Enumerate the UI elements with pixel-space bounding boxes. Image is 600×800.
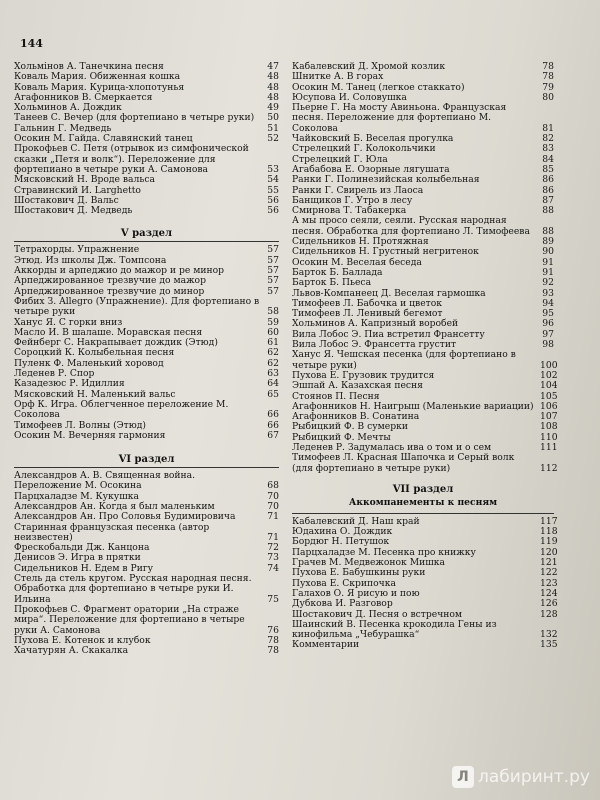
toc-entry-title: Осокин М. Вечерняя гармония [14, 429, 166, 441]
toc-entry-title: Старинная французская песенка (автор неизвестен) [14, 521, 210, 543]
toc-entry-page: 107 [540, 411, 558, 423]
toc-entry-title: Парцхаладзе М. Песенка про книжку [292, 546, 476, 558]
toc-entry-title: Стравинский И. Larghetto [14, 184, 141, 196]
toc-entry-page: 74 [267, 562, 279, 574]
toc-entry-title: Бордюг Н. Петушок [292, 536, 390, 548]
toc-entry-page: 62 [267, 357, 279, 369]
toc-entry-title: Хануc Я. Чешская песенка (для фортепиано в четыре руки) [292, 349, 516, 371]
toc-entry-title: Стоянов П. Песня [292, 390, 380, 402]
toc-entry-title: Грачев М. Медвежонок Мишка [292, 557, 445, 569]
toc-entry-title: Прокофьев С. Петя (отрывок из симфонической сказки „Петя и волк“). Переложение для фортепиано в четыре руки А. Самонова [14, 143, 249, 175]
toc-entry-title: Пьерне Г. На мосту Авиньона. Французская песня. Переложение для фортепиано М. Соколова [292, 102, 507, 134]
toc-entry-title: Рыбицкий Ф. В сумерки [292, 421, 408, 433]
toc-entry-title: Галахов О. Я рисую и пою [292, 587, 420, 599]
toc-entry-page: 78 [542, 61, 554, 72]
toc-entry-page: 102 [540, 369, 558, 381]
toc-entry-page: 88 [542, 205, 554, 217]
toc-entry-page: 49 [267, 102, 279, 114]
toc-entry-page: 132 [540, 629, 558, 641]
toc-entry-page: 75 [267, 593, 279, 605]
toc-entry-title: А мы просо сеяли, сеяли. Русская народная песня. Обработка для фортепиано Л. Тимофеева [292, 215, 530, 237]
toc-entry-page: 70 [267, 500, 279, 512]
page-number: 144 [20, 37, 43, 50]
toc-entry-title: Леденев Р. Спор [14, 368, 95, 380]
toc-entry [14, 646, 279, 656]
toc-entry-page: 71 [267, 511, 279, 523]
toc-entry-title: Гальнин Г. Медведь [14, 122, 112, 134]
toc-entry-title: Тимофеев Л. Ленивый бегемот [292, 308, 443, 320]
toc-entry-page: 83 [542, 143, 554, 155]
toc-entry [14, 144, 279, 175]
toc-entry-title: Стрелецкий Г. Колокольчики [292, 143, 436, 155]
toc-entry-title: Хольминов А. Капризный воробей [292, 318, 459, 330]
toc-entry-page: 67 [267, 429, 279, 441]
toc-entry [14, 206, 279, 216]
toc-entry-title: Масло И. В шалаше. Моравская песня [14, 326, 203, 338]
toc-entry-page: 82 [542, 133, 554, 145]
toc-entry-page: 57 [267, 265, 279, 277]
toc-entry-page: 86 [542, 174, 554, 186]
toc-entry-page: 117 [540, 515, 558, 527]
toc-entry-title: Парцхаладзе М. Кукушка [14, 490, 139, 502]
toc-entry-page: 57 [267, 285, 279, 297]
toc-entry [14, 297, 279, 318]
toc-entry-title: Казадезюс Р. Идиллия [14, 378, 125, 390]
toc-entry-title: Стель да стель кругом. Русская народная песня. Обработка для фортепиано в четыре руки И. Ильина [14, 573, 252, 605]
toc-entry-page: 62 [267, 347, 279, 359]
toc-entry-title: Львов-Компанеец Д. Веселая гармошка [292, 287, 486, 299]
toc-entry [14, 471, 279, 492]
toc-entry-page: 78 [267, 634, 279, 646]
toc-entry-title: Вила Лобос Э. Пиа встретил Франсетту [292, 328, 485, 340]
toc-entry-page: 122 [540, 567, 558, 579]
toc-entry-title: Пухова Е. Бабушкины руки [292, 567, 426, 579]
toc-entry-title: Комментарии [292, 639, 360, 651]
toc-entry-page: 94 [542, 297, 554, 309]
toc-entry-page: 48 [267, 81, 279, 93]
toc-entry-page: 71 [267, 531, 279, 543]
toc-entry-page: 91 [542, 266, 554, 278]
toc-entry [292, 639, 558, 651]
toc-entry-title: Агафонников Н. Наигрыш (Маленькие вариации) [292, 400, 534, 412]
toc-entry-page: 47 [267, 61, 279, 72]
toc-section-v [14, 245, 279, 441]
toc-entry-title: Тетрахорды. Упражнение [14, 244, 140, 256]
toc-entry-page: 91 [542, 256, 554, 268]
toc-entry-title: Тимофеев Л. Бабочка и цветок [292, 297, 443, 309]
toc-entry-title: Стрелецкий Г. Юла [292, 153, 388, 165]
toc-entry-title: Чайковский Б. Веселая прогулка [292, 133, 454, 145]
labirint-logo-icon: Л [452, 766, 474, 788]
toc-entry-page: 112 [540, 462, 558, 474]
toc-entry-page: 80 [542, 91, 554, 103]
toc-entry-page: 56 [267, 194, 279, 206]
toc-entry-title: Дубкова И. Разговор [292, 598, 393, 610]
toc-entry-title: Пухова Е. Грузовик трудится [292, 369, 435, 381]
toc-entry-title: Александров Ан. Про Соловья Будимировича [14, 511, 236, 523]
toc-entry-title: Вила Лобос Э. Франсетта грустит [292, 339, 457, 351]
toc-entry-title: Леденев Р. Задумалась ива о том и о сем [292, 441, 492, 453]
toc-entry-page: 124 [540, 587, 558, 599]
toc-entry-title: Барток Б. Баллада [292, 266, 383, 278]
toc-entry [292, 452, 558, 474]
toc-entry [292, 278, 554, 288]
toc-entry-title: Тимофеев Л. Красная Шапочка и Серый волк (для фортепиано в четыре руки) [292, 452, 515, 474]
toc-entry-title: Кабалевский Д. Наш край [292, 515, 420, 527]
toc-entry-title: Мясковский Н. Вроде вальса [14, 174, 155, 186]
toc-entry-title: Пухова Е. Скрипочка [292, 577, 396, 589]
toc-entry-title: Коваль Мария. Обиженная кошка [14, 71, 181, 83]
toc-entry-title: Шнитке А. В горах [292, 71, 384, 83]
toc-entry-title: Мясковский Н. Маленький вальс [14, 388, 176, 400]
toc-entry-title: Арпеджированное трезвучие до минор [14, 285, 205, 297]
toc-section-vi-continued [292, 61, 558, 474]
toc-entry-title: Смирнова Т. Табакерка [292, 205, 407, 217]
toc-entry-page: 119 [540, 536, 558, 548]
toc-entry-page: 76 [267, 624, 279, 636]
toc-entry-page: 51 [267, 122, 279, 134]
toc-entry [14, 523, 279, 544]
toc-entry-page: 57 [267, 254, 279, 266]
toc-entry [14, 431, 279, 441]
toc-entry-page: 78 [267, 645, 279, 657]
toc-entry-page: 87 [542, 194, 554, 206]
toc-entry-page: 89 [542, 236, 554, 248]
toc-entry-page: 57 [267, 275, 279, 287]
toc-entry-title: Пухова Е. Котенок и клубок [14, 634, 151, 646]
toc-entry-page: 50 [267, 112, 279, 124]
toc-entry-title: Агафонников В. Сонатина [292, 411, 420, 423]
toc-entry-page: 86 [542, 184, 554, 196]
toc-entry-page: 108 [540, 421, 558, 433]
toc-entry-page: 98 [542, 339, 554, 351]
toc-entry-page: 58 [267, 306, 279, 318]
section-divider [14, 241, 279, 242]
toc-entry-page: 68 [267, 480, 279, 492]
toc-entry-page: 81 [542, 122, 554, 134]
toc-entry-page: 135 [540, 639, 558, 651]
toc-entry-page: 85 [542, 163, 554, 175]
toc-entry-title: Рыбицкий Ф. Мечты [292, 431, 391, 443]
toc-entry-title: Танеев С. Вечер (для фортепиано в четыре руки) [14, 112, 255, 124]
toc-entry-page: 121 [540, 557, 558, 569]
toc-entry-title: Осокин М. Веселая беседа [292, 256, 422, 268]
toc-entry-page: 54 [267, 174, 279, 186]
toc-entry-title: Ранки Г. Полинезийская колыбельная [292, 174, 480, 186]
toc-entry-title: Фейнберг С. Накрапывает дождик (Этюд) [14, 337, 218, 349]
toc-entry-title: Агабабова Е. Озорные лягушата [292, 163, 450, 175]
toc-entry-title: Хачатурян А. Скакалка [14, 645, 129, 657]
toc-entry-page: 110 [540, 431, 558, 443]
section-heading-v: V раздел [120, 228, 173, 240]
toc-entry-title: Юдахина О. Дождик [292, 526, 393, 538]
toc-entry-page: 95 [542, 308, 554, 320]
toc-entry-title: Эшпай А. Казахская песня [292, 380, 423, 392]
toc-entry-title: Александров Ан. Когда я был маленьким [14, 500, 215, 512]
watermark-text: лабиринт.ру [478, 767, 590, 787]
toc-entry-page: 66 [267, 419, 279, 431]
toc-entry-title: Арпеджированное трезвучие до мажор [14, 275, 206, 287]
toc-entry-title: Банщиков Г. Утро в лесу [292, 194, 413, 206]
toc-entry-page: 105 [540, 390, 558, 402]
toc-column-right [292, 61, 558, 651]
toc-entry-title: Тимофеев Л. Волны (Этюд) [14, 419, 147, 431]
toc-entry-page: 60 [267, 326, 279, 338]
section-heading-vi: VI раздел [118, 454, 175, 466]
toc-section-vi [14, 471, 279, 656]
toc-entry-page: 93 [542, 287, 554, 299]
section-subheading-vii: Аккомпанементы к песням [348, 496, 498, 508]
toc-entry-page: 53 [267, 163, 279, 175]
toc-entry-page: 97 [542, 328, 554, 340]
toc-entry-page: 72 [267, 542, 279, 554]
toc-section-iv-continued [14, 62, 279, 216]
toc-entry-page: 92 [542, 277, 554, 289]
toc-entry-title: Прокофьев С. Фрагмент оратории „На страже мира“. Переложение для фортепиано в четыре руки А. Самонова [14, 603, 245, 636]
toc-entry-page: 63 [267, 368, 279, 380]
toc-entry-title: Сороцкий К. Колыбельная песня [14, 347, 175, 359]
toc-entry-title: Фибих З. Allegro (Упражнение). Для фортепиано в четыре руки [14, 295, 260, 318]
toc-entry-page: 73 [267, 552, 279, 564]
toc-entry [292, 216, 554, 237]
toc-entry-title: Осокин М. Гайда. Славянский танец [14, 133, 193, 145]
toc-entry-title: Этюд. Из школы Дж. Томпсона [14, 254, 167, 266]
section-divider [292, 513, 554, 514]
toc-entry-title: Барток Б. Пьеса [292, 277, 372, 289]
toc-entry-title: Юсупова И. Соловушка [292, 91, 407, 103]
toc-entry-title: Кабалевский Д. Хромой козлик [292, 61, 446, 72]
toc-entry-page: 79 [542, 81, 554, 93]
toc-entry-title: Шостакович Д. Песня о встречном [292, 608, 463, 620]
toc-entry-page: 48 [267, 71, 279, 83]
toc-entry-page: 104 [540, 380, 558, 392]
toc-entry-title: Сидельников Н. Грустный негритенок [292, 246, 479, 258]
toc-entry-page: 59 [267, 316, 279, 328]
toc-entry-title: Хануc Я. С горки вниз [14, 316, 123, 328]
toc-entry-page: 111 [540, 441, 558, 453]
toc-entry-page: 96 [542, 318, 554, 330]
toc-entry-page: 118 [540, 526, 558, 538]
section-divider [14, 467, 279, 468]
toc-entry-title: Шостакович Д. Медведь [14, 205, 133, 217]
toc-entry-page: 48 [267, 91, 279, 103]
toc-entry-page: 120 [540, 546, 558, 558]
toc-entry-page: 56 [267, 205, 279, 217]
toc-entry-title: Шостакович Д. Вальс [14, 194, 119, 206]
toc-entry-title: Ранки Г. Свирель из Лаоса [292, 184, 424, 196]
toc-entry-title: Денисов Э. Игра в прятки [14, 552, 141, 564]
toc-entry-page: 61 [267, 337, 279, 349]
toc-entry [292, 103, 554, 134]
toc-entry-title: Аккорды и арпеджио до мажор и ре минор [14, 265, 224, 277]
toc-entry-title: Шаинский В. Песенка крокодила Гены из кинофильма „Чебурашка“ [292, 618, 497, 641]
toc-entry-title: Орф К. Игра. Облегченное переложение М. Соколова [14, 398, 229, 421]
toc-entry-page: 90 [542, 246, 554, 258]
toc-entry-title: Фрескобальди Дж. Канцона [14, 542, 150, 554]
toc-entry-title: Коваль Мария. Курица-хлопотунья [14, 81, 185, 93]
toc-entry-title: Хольмінов А. Танечкина песня [14, 61, 164, 72]
toc-entry-title: Сидельников Н. Протяжная [292, 236, 429, 248]
toc-entry [14, 400, 279, 421]
toc-entry-page: 126 [540, 598, 558, 610]
toc-entry [14, 574, 279, 605]
toc-entry-page: 78 [542, 71, 554, 83]
toc-entry-page: 52 [267, 133, 279, 145]
toc-entry-page: 64 [267, 378, 279, 390]
toc-section-vii [292, 515, 558, 651]
toc-entry-title: Сидельников Н. Едем в Ригу [14, 562, 154, 574]
toc-entry-page: 70 [267, 490, 279, 502]
toc-entry [292, 349, 558, 371]
toc-entry-page: 128 [540, 608, 558, 620]
toc-entry-title: Хольминов А. Дождик [14, 102, 122, 114]
toc-entry-page: 84 [542, 153, 554, 165]
toc-entry-page: 57 [267, 244, 279, 256]
toc-entry [14, 605, 279, 636]
toc-entry-page: 123 [540, 577, 558, 589]
toc-entry-page: 106 [540, 400, 558, 412]
toc-column-left [14, 62, 279, 656]
toc-entry [292, 618, 558, 641]
toc-entry-title: Агафонников В. Смеркается [14, 91, 153, 103]
toc-entry [292, 598, 558, 610]
section-heading-vii: VII раздел [392, 483, 454, 495]
toc-entry [292, 380, 558, 392]
toc-entry-page: 65 [267, 388, 279, 400]
toc-entry-title: Пуленк Ф. Маленький хоровод [14, 357, 164, 369]
toc-entry-page: 100 [540, 359, 558, 371]
toc-entry-title: Александров А. В. Священная война. Переложение М. Осокина [14, 470, 196, 492]
toc-entry-page: 55 [267, 184, 279, 196]
toc-entry-page: 66 [267, 409, 279, 421]
toc-entry-title: Осокин М. Танец (легкое стаккато) [292, 81, 465, 93]
toc-entry-page: 88 [542, 225, 554, 237]
